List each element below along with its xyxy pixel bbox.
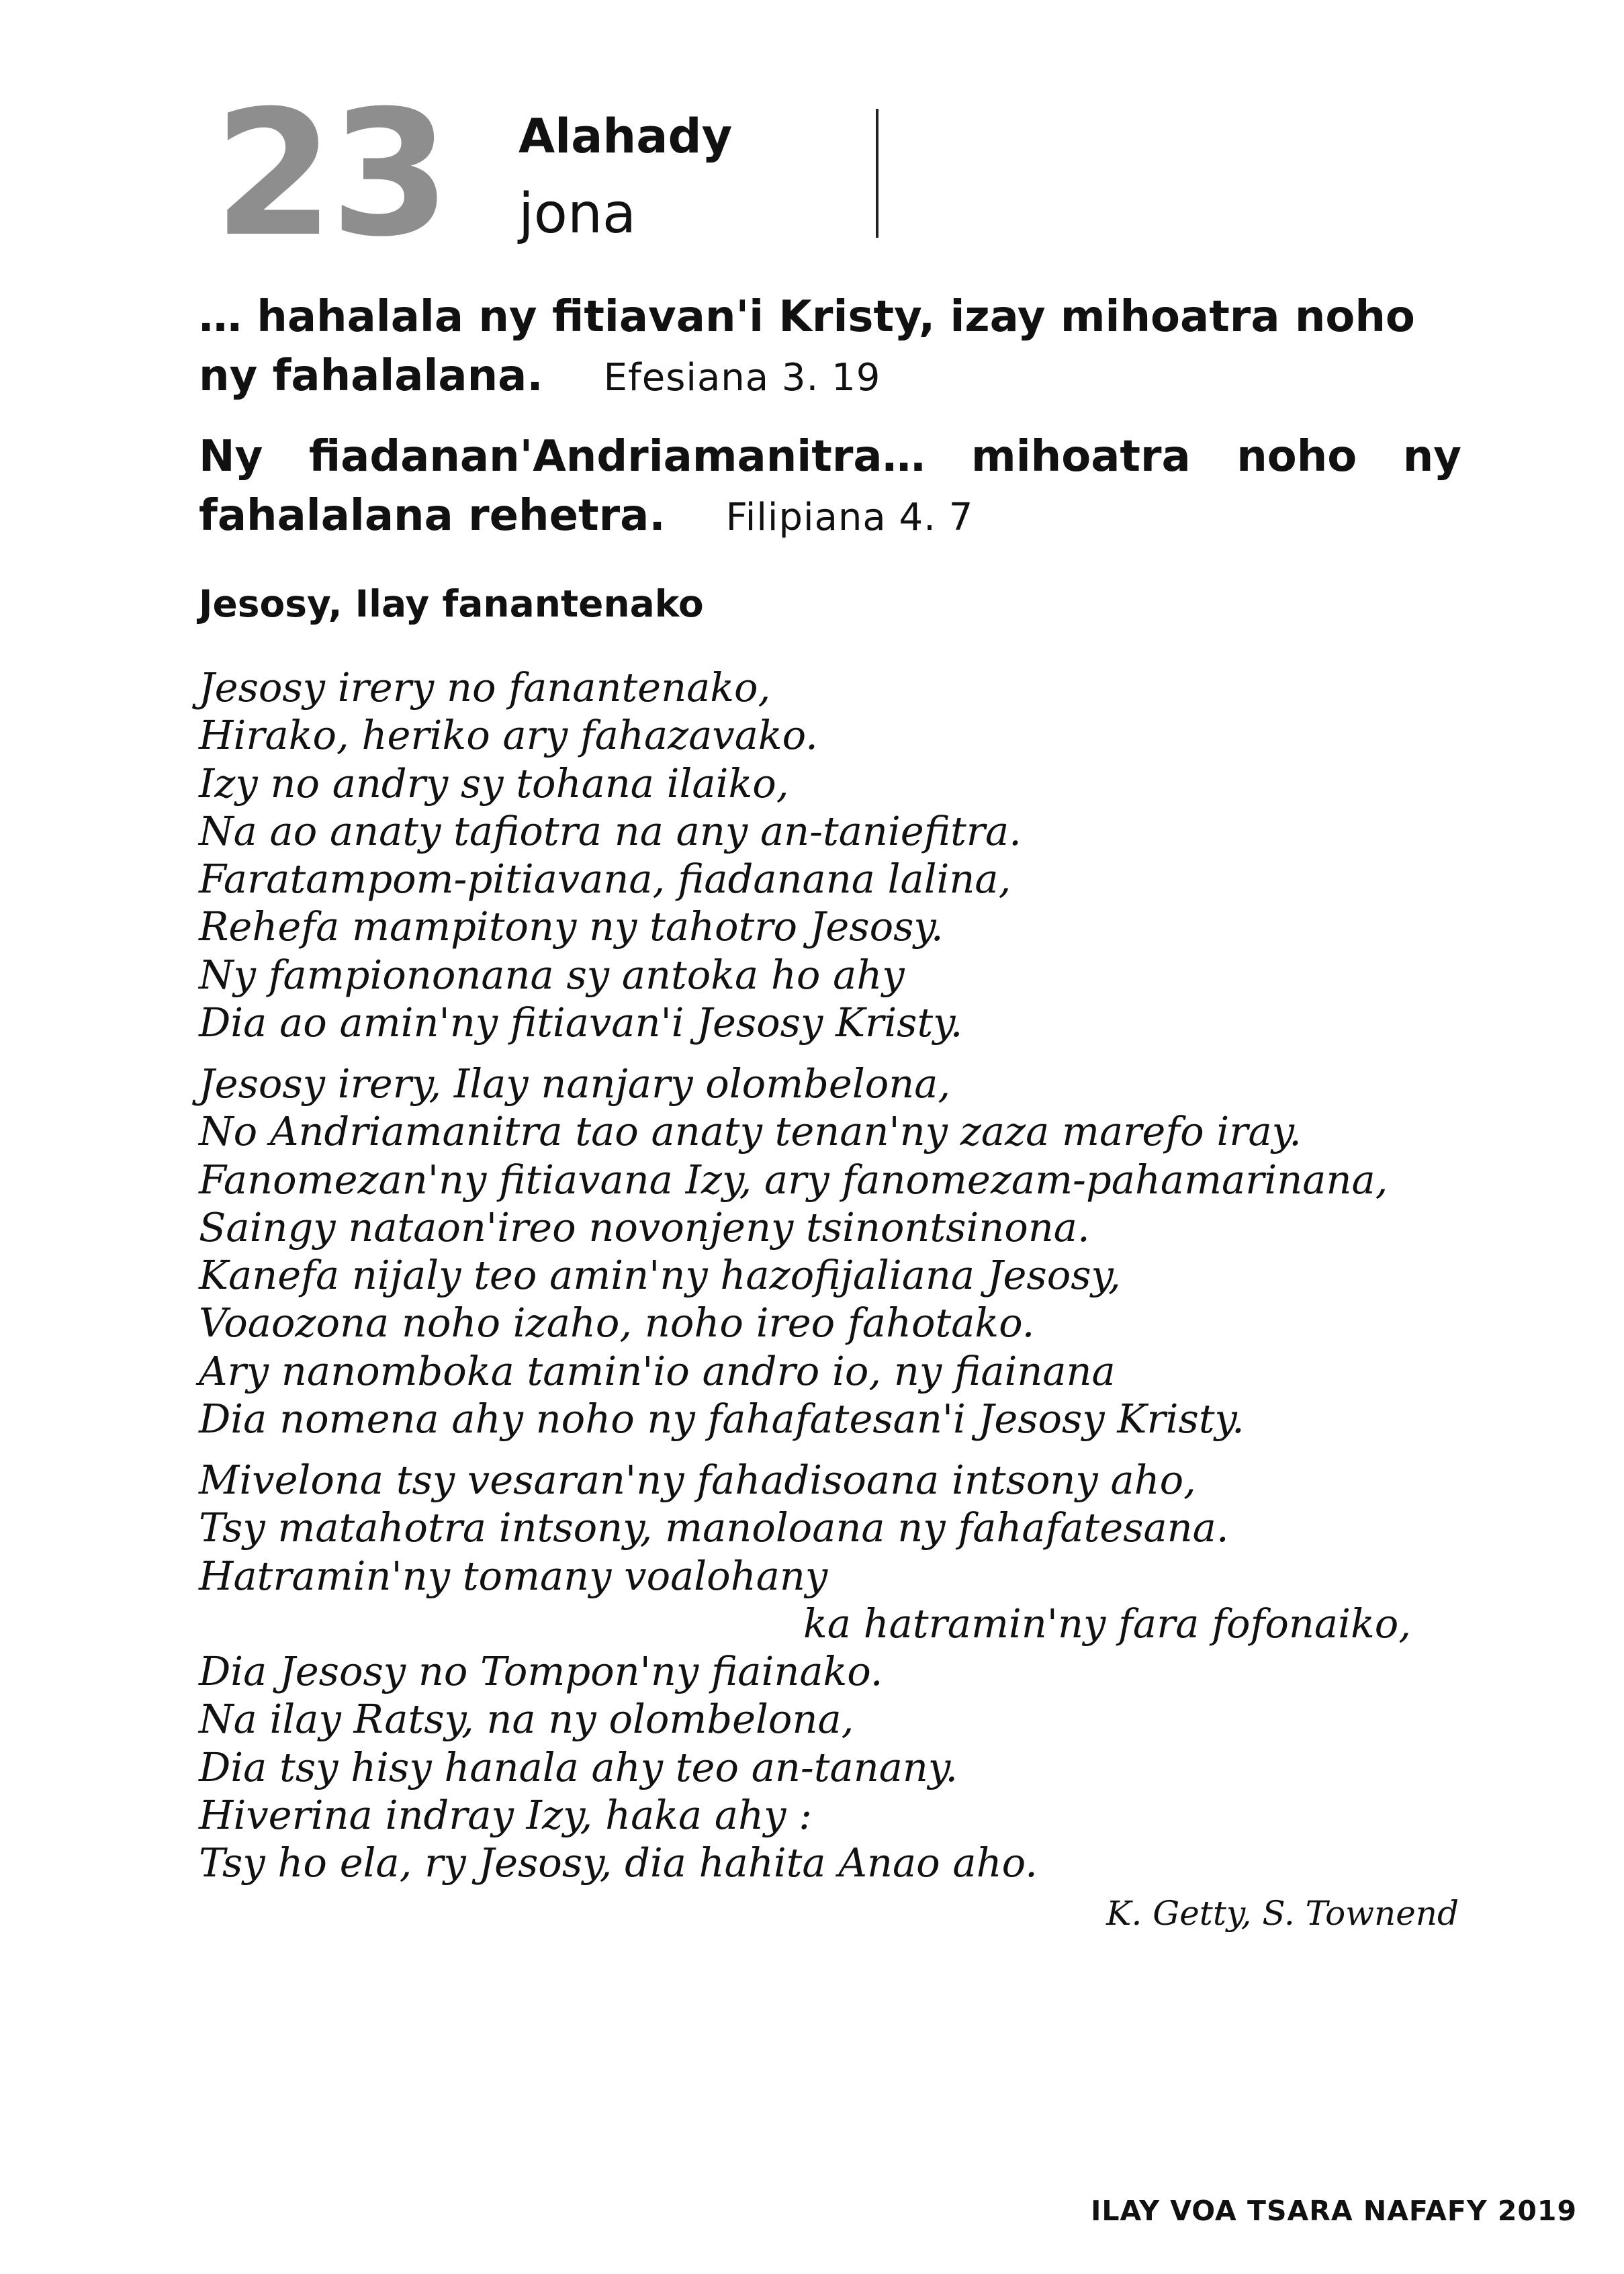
hymn-stanza-3 bbox=[199, 1456, 1468, 1887]
month-name: jona bbox=[518, 182, 637, 246]
verse-reference: Filipiana 4. 7 bbox=[725, 496, 974, 539]
stanza-line: Dia tsy hisy hanala ahy teo an-tanany. bbox=[199, 1743, 958, 1790]
stanza-line: Saingy nataon'ireo novonjeny tsinontsinona. bbox=[199, 1203, 1090, 1250]
verse-text: ny fahalalana. bbox=[199, 351, 543, 401]
day-name: Alahady bbox=[518, 109, 733, 164]
stanza-line: Ny fampiononana sy antoka ho ahy bbox=[199, 951, 905, 998]
stanza-line: Na ilay Ratsy, na ny olombelona, bbox=[199, 1696, 854, 1743]
publication-footer: ILAY VOA TSARA NAFAFY 2019 bbox=[1091, 2195, 1577, 2227]
stanza-line: Dia ao amin'ny fitiavan'i Jesosy Kristy. bbox=[199, 999, 963, 1046]
stanza-line: Izy no andry sy tohana ilaiko, bbox=[199, 760, 789, 807]
stanza-line: No Andriamanitra tao anaty tenan'ny zaza marefo iray. bbox=[199, 1108, 1302, 1155]
verse-line-last bbox=[199, 347, 1461, 408]
stanza-line: Tsy ho ela, ry Jesosy, dia hahita Anao aho. bbox=[199, 1839, 1038, 1886]
stanza-line-continuation: ka hatramin'ny fara fofonaiko, bbox=[803, 1600, 1411, 1647]
stanza-line: Fanomezan'ny fitiavana Izy, ary fanomezam-pahamarinana, bbox=[199, 1156, 1388, 1203]
stanza-line: Mivelona tsy vesaran'ny fahadisoana intsony aho, bbox=[199, 1457, 1196, 1503]
stanza-line: Voaozona noho izaho, noho ireo fahotako. bbox=[199, 1300, 1035, 1347]
hymn-stanza-1 bbox=[199, 664, 1468, 1046]
day-number: 23 bbox=[214, 73, 447, 275]
verse-philippians bbox=[199, 427, 1461, 547]
stanza-line: Jesosy irery, Ilay nanjary olombelona, bbox=[199, 1060, 951, 1107]
hymn-author: K. Getty, S. Townend bbox=[1106, 1894, 1459, 1933]
verse-ephesians bbox=[199, 287, 1461, 408]
verse-reference: Efesiana 3. 19 bbox=[603, 356, 881, 400]
stanza-line: Tsy matahotra intsony, manoloana ny fahafatesana. bbox=[199, 1504, 1229, 1551]
stanza-line: Rehefa mampitony ny tahotro Jesosy. bbox=[199, 903, 944, 950]
stanza-line: Faratampom-pitiavana, fiadanana lalina, bbox=[199, 856, 1011, 903]
stanza-line: Ary nanomboka tamin'io andro io, ny fiainana bbox=[199, 1347, 1116, 1394]
stanza-line: Na ao anaty tafiotra na any an-taniefitra. bbox=[199, 807, 1022, 854]
verse-text: fahalalana rehetra. bbox=[199, 491, 666, 541]
verse-line: … hahalala ny fitiavan'i Kristy, izay mihoatra noho bbox=[199, 292, 1415, 342]
header-divider bbox=[876, 109, 878, 238]
hymn-title: Jesosy, Ilay fanantenako bbox=[199, 582, 704, 625]
stanza-line: Hirako, heriko ary fahazavako. bbox=[199, 712, 818, 759]
stanza-line: Hiverina indray Izy, haka ahy : bbox=[199, 1792, 813, 1839]
stanza-line: Jesosy irery no fanantenako, bbox=[199, 664, 771, 711]
verse-line: Ny fiadanan'Andriamanitra… mihoatra noho ny bbox=[199, 432, 1461, 482]
stanza-line: Kanefa nijaly teo amin'ny hazofijaliana Jesosy, bbox=[199, 1252, 1121, 1299]
stanza-line: Dia Jesosy no Tompon'ny fiainako. bbox=[199, 1648, 883, 1695]
stanza-line: Hatramin'ny tomany voalohany bbox=[199, 1552, 828, 1599]
stanza-line: Dia nomena ahy noho ny fahafatesan'i Jesosy Kristy. bbox=[199, 1396, 1245, 1443]
hymn-stanza-2 bbox=[199, 1060, 1468, 1443]
verse-line-last bbox=[199, 486, 1461, 547]
